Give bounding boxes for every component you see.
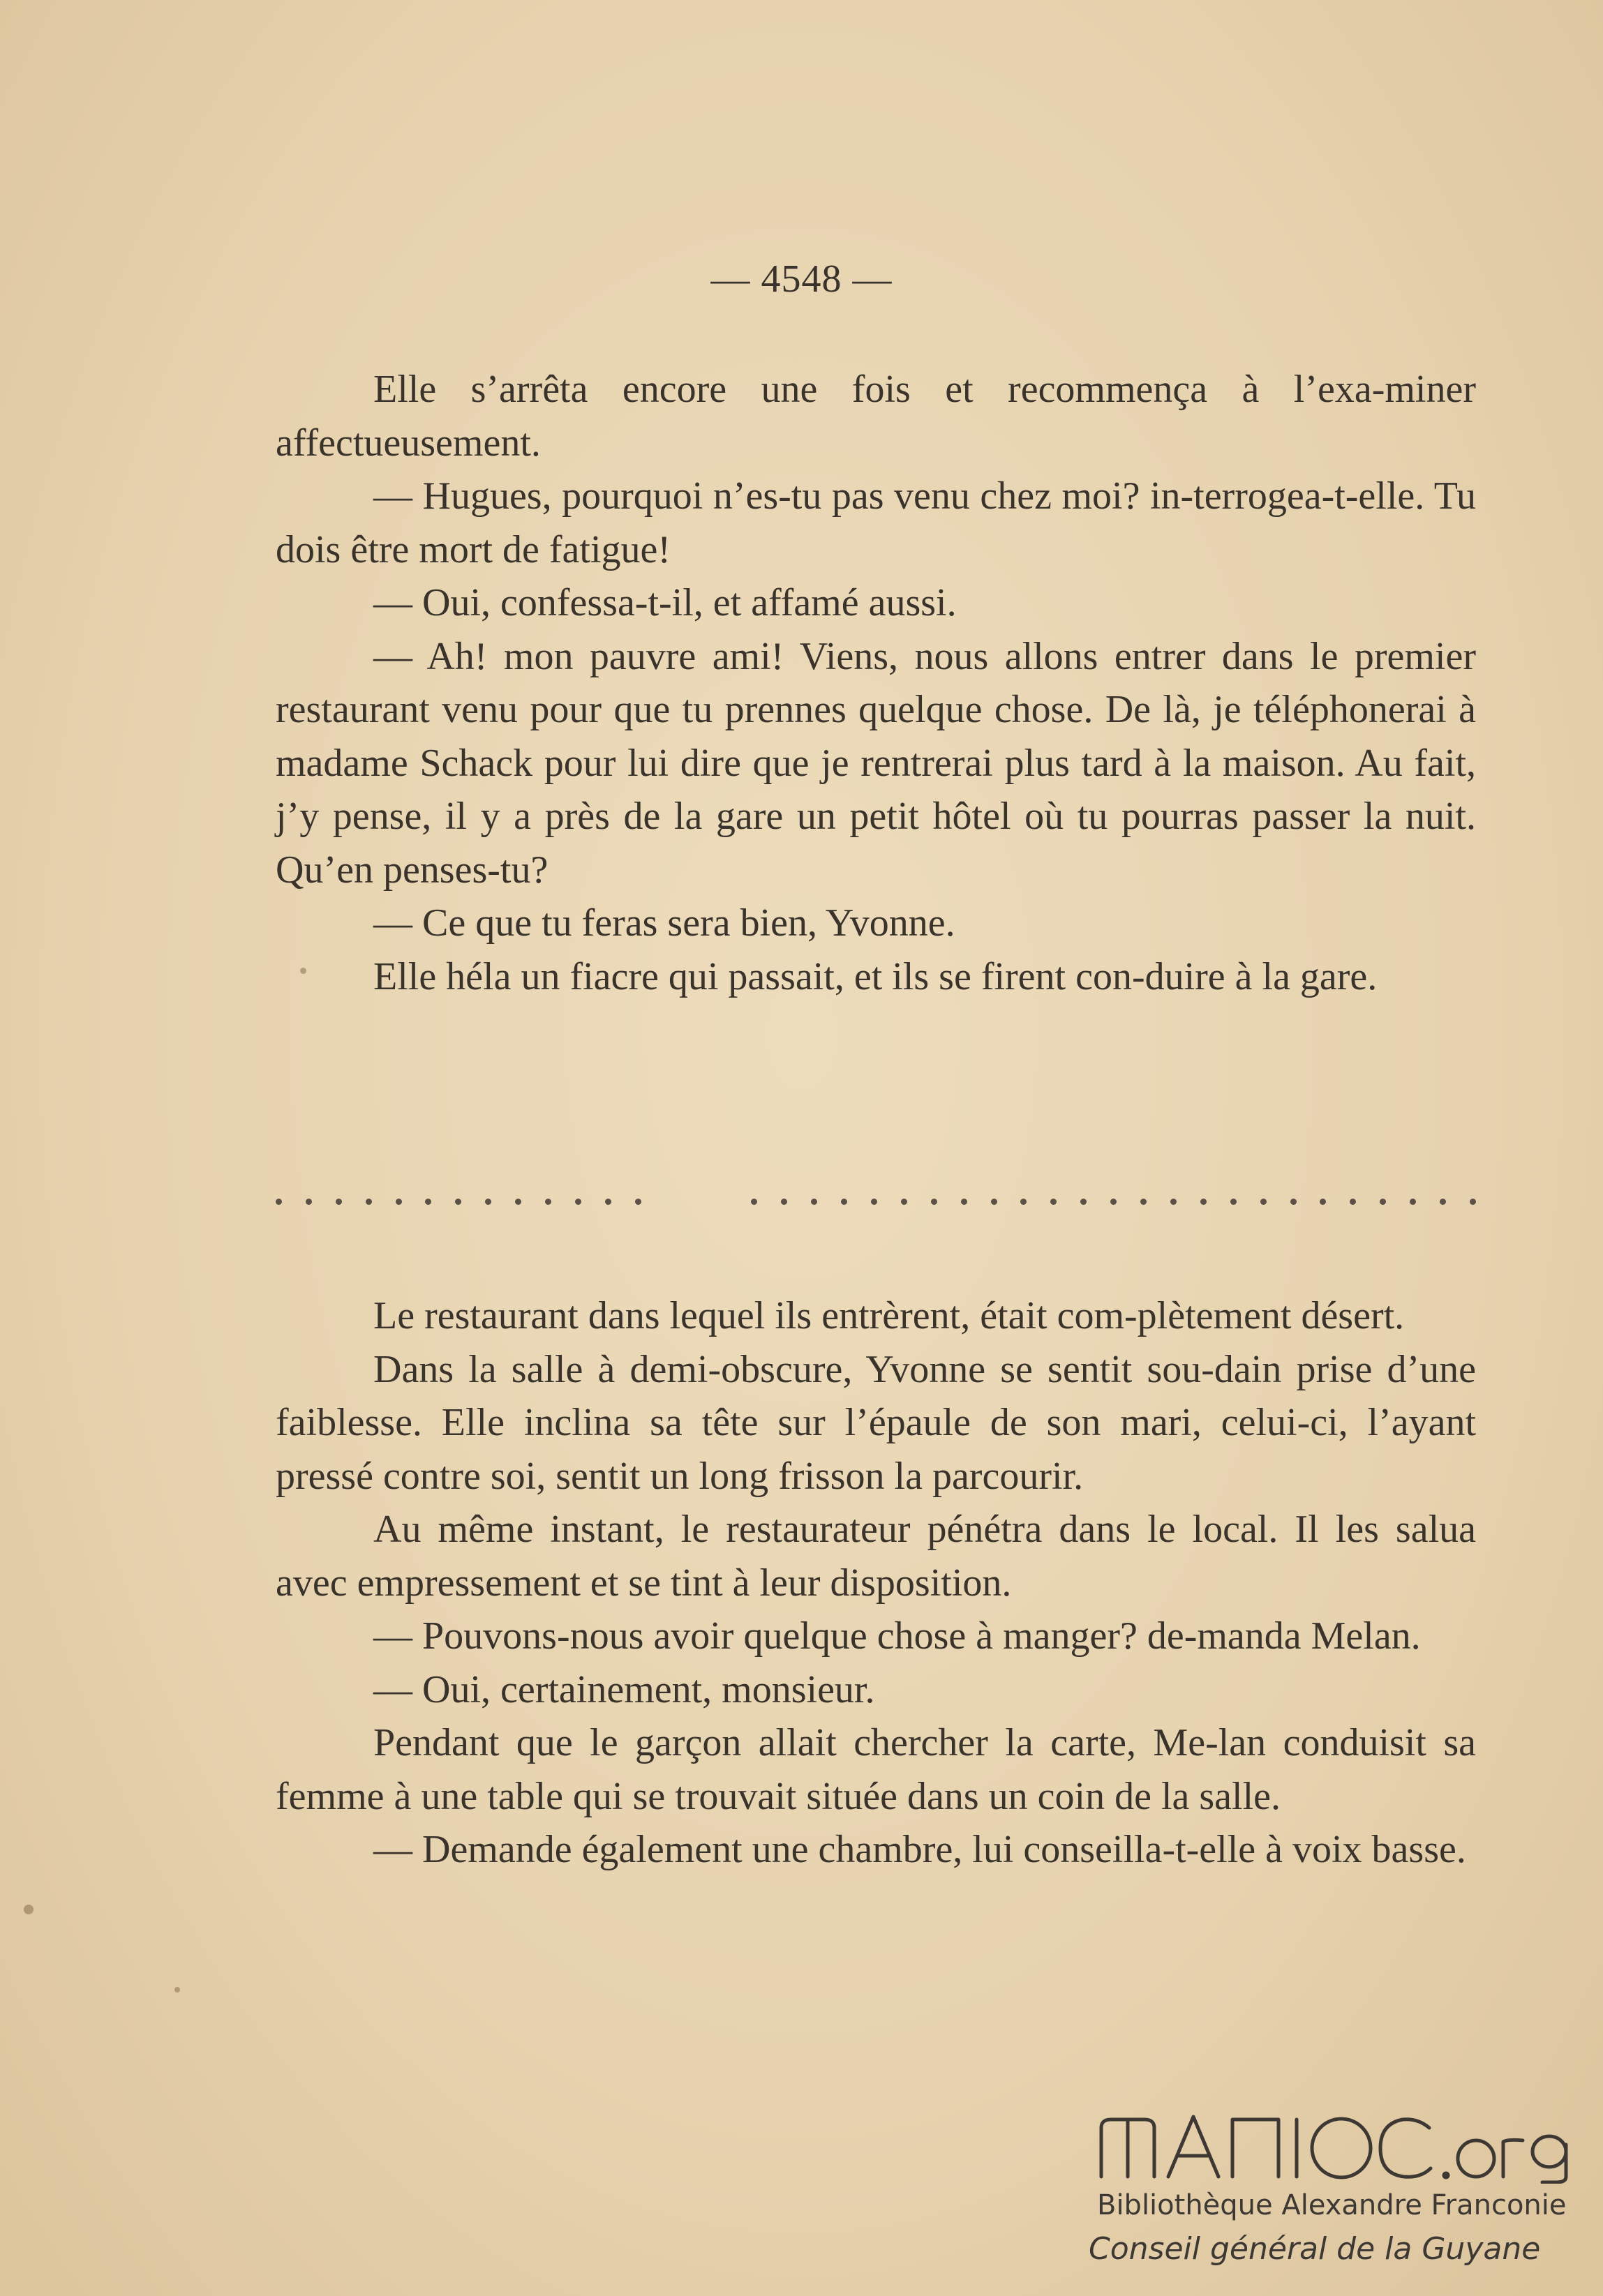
library-name: Bibliothèque Alexandre Franconie [1097, 2189, 1567, 2221]
section-separator-dots [276, 1187, 1476, 1215]
paragraph: — Hugues, pourquoi n’es-tu pas venu chez moi? in-terrogea-t-elle. Tu dois être mort de fatigue! [276, 474, 1476, 571]
paragraph: — Ah! mon pauvre ami! Viens, nous allons entrer dans le premier restaurant venu pour que tu prennes quelque chose. De là, je téléphonerai à madame Schack pour lui dire que je rentrerai plus tard à la maison. Au fait, j’y pense, il y a près de la gare un petit hôtel où tu pourras passer la nuit. Qu’en penses-tu? [276, 634, 1476, 892]
separator-dot [1170, 1199, 1177, 1205]
separator-dot [901, 1199, 907, 1205]
separator-dot [485, 1199, 491, 1205]
separator-dot [1470, 1199, 1476, 1205]
paragraph: Elle s’arrêta encore une fois et recommença à l’exa-miner affectueusement. [276, 368, 1476, 465]
separator-dot [1200, 1199, 1207, 1205]
separator-dot [1380, 1199, 1386, 1205]
separator-dot [931, 1199, 937, 1205]
separator-dot [1260, 1199, 1267, 1205]
separator-dot [366, 1199, 372, 1205]
separator-dot [1080, 1199, 1087, 1205]
separator-dot [1140, 1199, 1147, 1205]
paragraph: Dans la salle à demi-obscure, Yvonne se sentit sou-dain prise d’une faiblesse. Elle inclina sa tête sur l’épaule de son mari, celui-ci, l’ayant pressé contre soi, sentit un long frisson la parcourir. [276, 1347, 1476, 1498]
separator-dot [811, 1199, 817, 1205]
separator-dot [306, 1199, 312, 1205]
separator-dot [961, 1199, 967, 1205]
separator-dot [575, 1199, 581, 1205]
separator-dot [751, 1199, 757, 1205]
paragraph: Pendant que le garçon allait chercher la carte, Me-lan conduisit sa femme à une table qui se trouvait située dans un coin de la salle. [276, 1721, 1476, 1818]
paper-stain [24, 1905, 33, 1914]
separator-dot [1320, 1199, 1326, 1205]
separator-dot [1110, 1199, 1117, 1205]
separator-dot [276, 1199, 282, 1205]
paragraph: Le restaurant dans lequel ils entrèrent, était com-plètement désert. [373, 1294, 1405, 1337]
separator-dot [545, 1199, 551, 1205]
text-block-top [276, 363, 1476, 1003]
separator-dot [1350, 1199, 1356, 1205]
paper-stain [174, 1987, 180, 1993]
manioc-logo [1096, 2107, 1577, 2184]
separator-dot [841, 1199, 847, 1205]
separator-dot [991, 1199, 997, 1205]
separator-dot [1020, 1199, 1027, 1205]
paper-stain [300, 968, 306, 974]
separator-dot [1440, 1199, 1446, 1205]
paragraph: Elle héla un fiacre qui passait, et ils se firent con-duire à la gare. [373, 954, 1378, 998]
paragraph: — Oui, confessa-t-il, et affamé aussi. [373, 581, 957, 624]
council-name: Conseil général de la Guyane [1089, 2231, 1541, 2267]
separator-dot [1050, 1199, 1057, 1205]
paragraph: — Oui, certainement, monsieur. [373, 1667, 875, 1711]
separator-dot [425, 1199, 431, 1205]
separator-dot [396, 1199, 402, 1205]
separator-dot [455, 1199, 461, 1205]
text-block-bottom [276, 1289, 1476, 1877]
manioc-watermark [1089, 2107, 1577, 2288]
paragraph: Au même instant, le restaurateur pénétra dans le local. Il les salua avec empressement et se tint à leur disposition. [276, 1508, 1476, 1605]
separator-dot [515, 1199, 521, 1205]
paragraph: — Demande également une chambre, lui conseilla-t-elle à voix basse. [373, 1828, 1466, 1871]
separator-dot [871, 1199, 877, 1205]
separator-dot [635, 1199, 641, 1205]
separator-dot [1230, 1199, 1237, 1205]
separator-dot [781, 1199, 787, 1205]
separator-dot [1410, 1199, 1416, 1205]
paragraph: — Pouvons-nous avoir quelque chose à manger? de-manda Melan. [373, 1614, 1421, 1658]
separator-dot [1290, 1199, 1297, 1205]
page-number: — 4548 — [710, 257, 893, 301]
separator-dot [336, 1199, 342, 1205]
paragraph: — Ce que tu feras sera bien, Yvonne. [373, 901, 955, 945]
separator-dot [605, 1199, 611, 1205]
